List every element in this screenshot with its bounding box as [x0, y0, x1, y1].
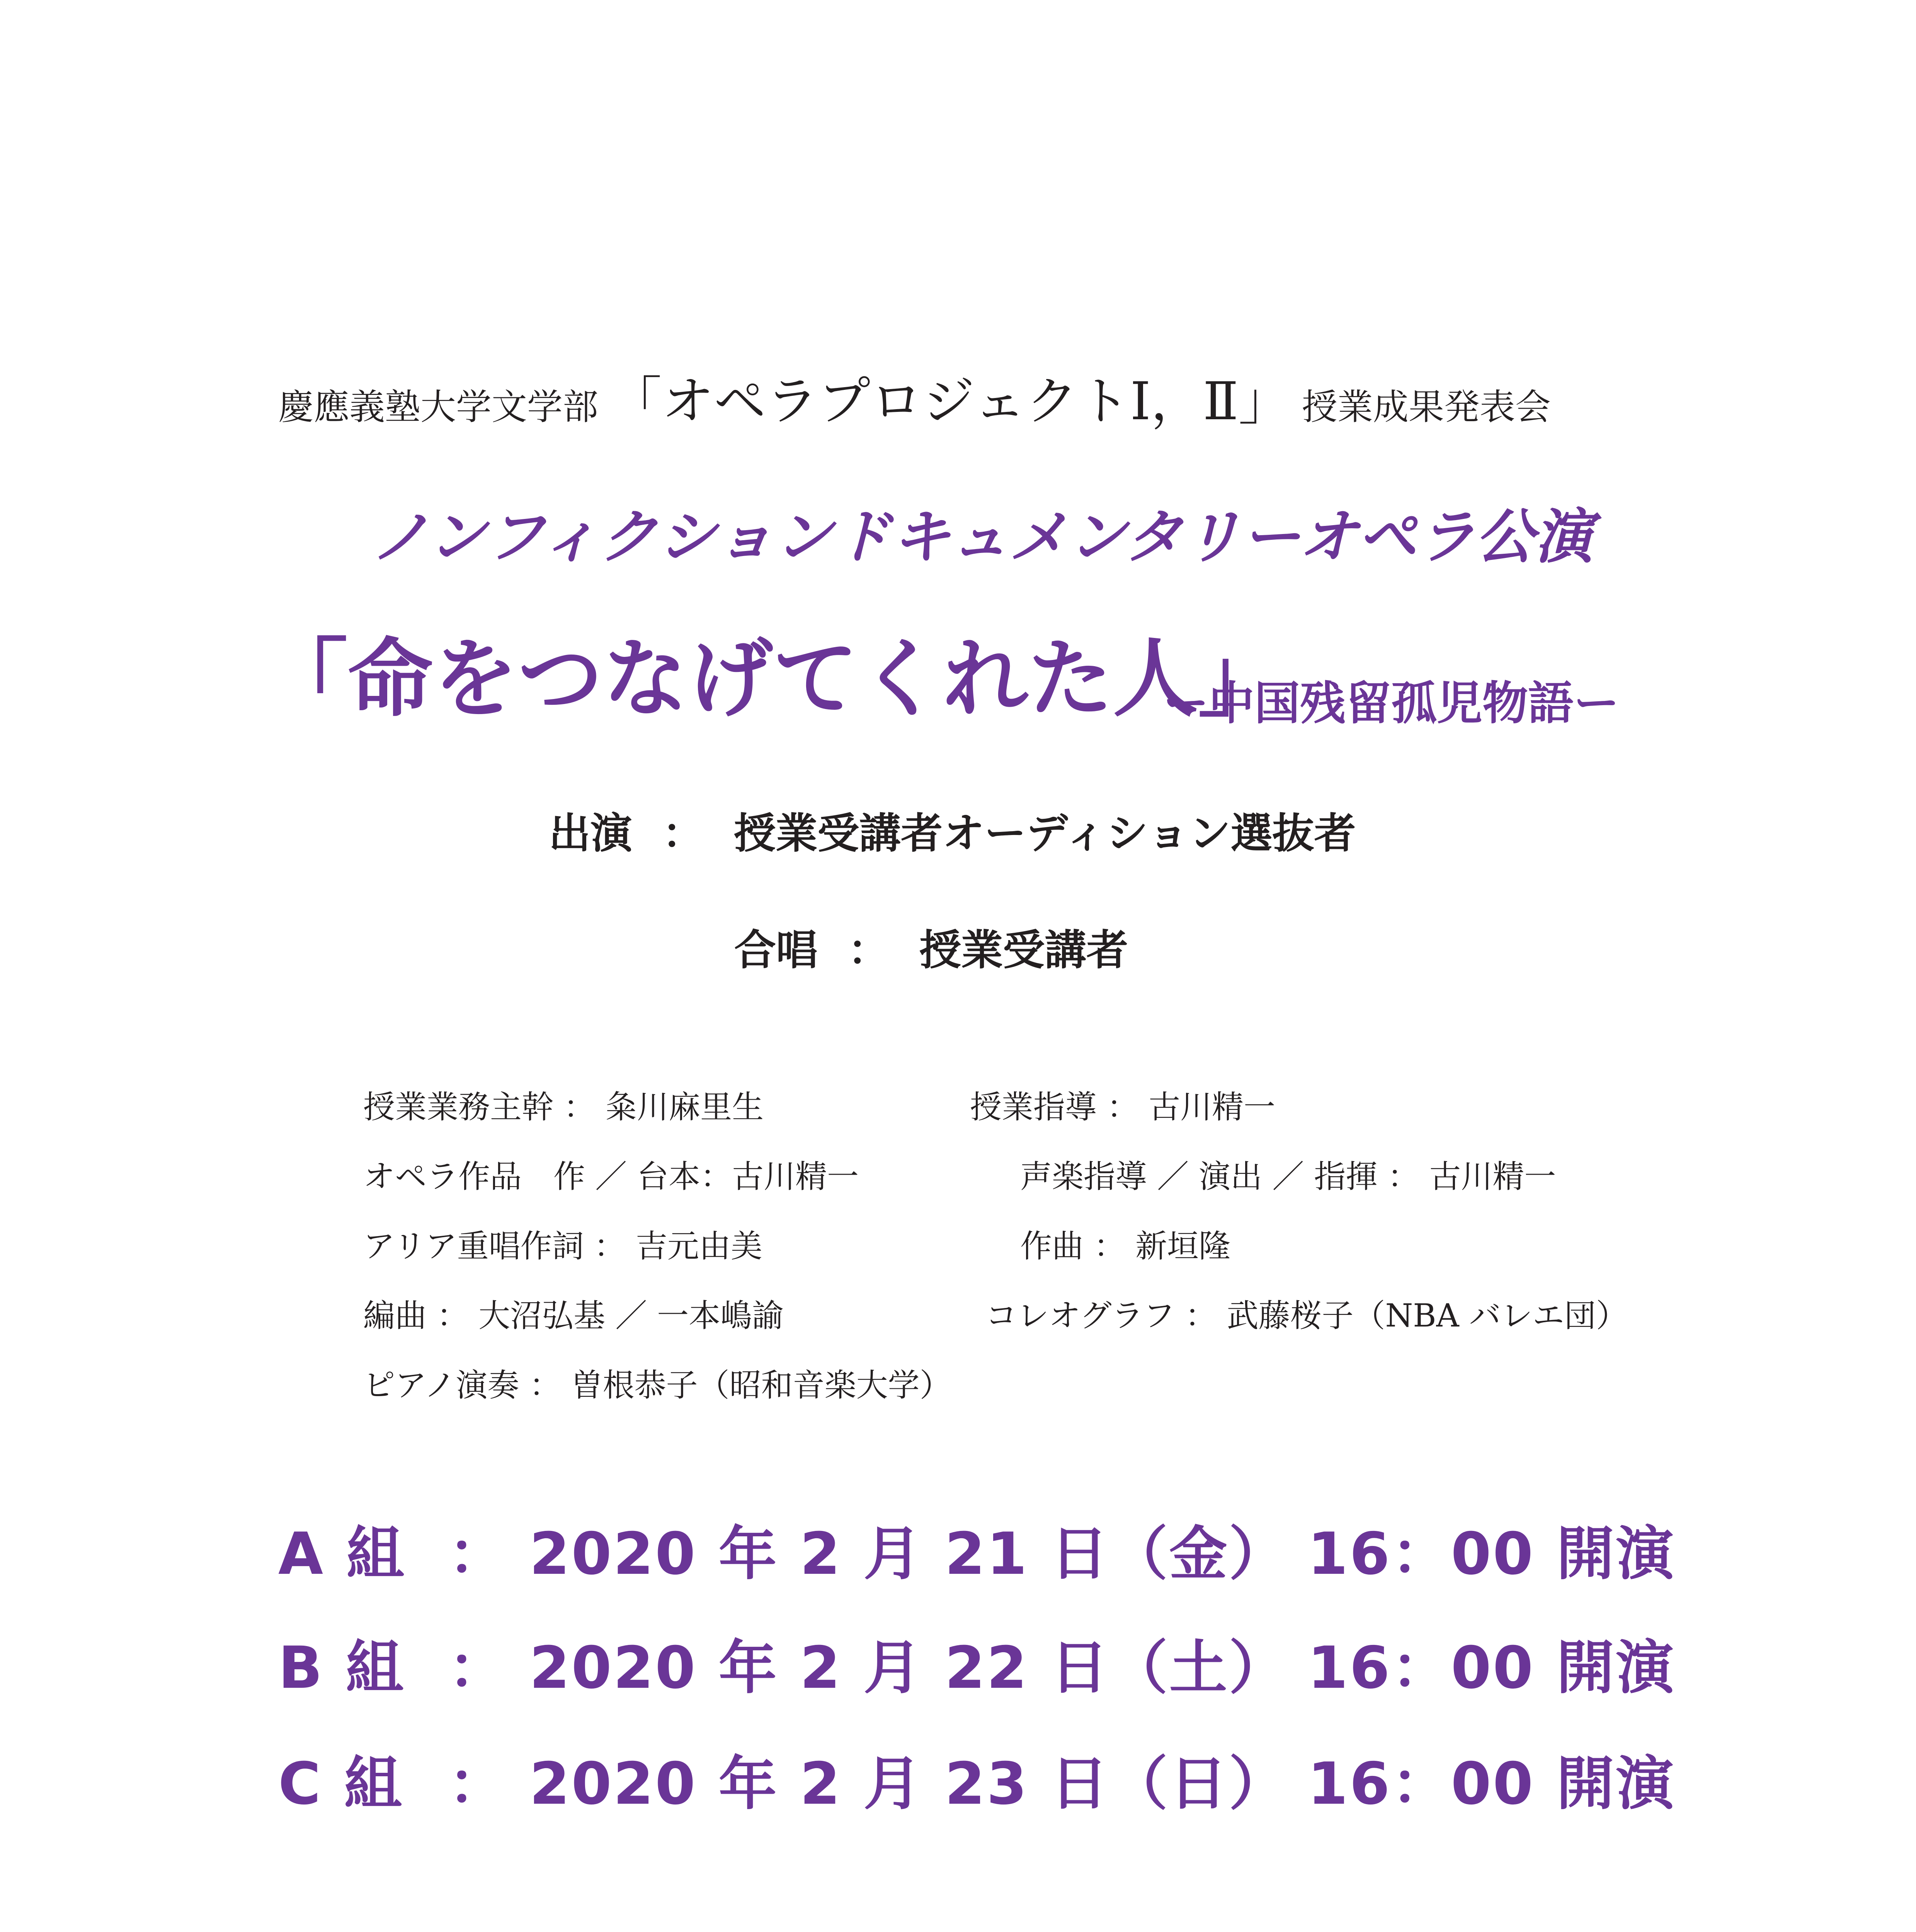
chorus-label: 合唱 — [734, 926, 818, 975]
schedule-time: 16：00 開演 — [1307, 1520, 1676, 1588]
cast-label: 出演 — [549, 810, 633, 858]
schedule-row — [278, 1507, 1675, 1590]
header-line — [278, 359, 1551, 434]
subtitle: ー中国残留孤児物語ー — [1163, 676, 1620, 730]
genre-title: ノンフィクションドキュメンタリーオペラ公演 — [371, 503, 1593, 571]
schedule-date: 2020 年 2 月 22 日（土） — [529, 1634, 1288, 1702]
schedule-separator: ： — [448, 1634, 508, 1702]
schedule-time: 16：00 開演 — [1307, 1750, 1676, 1818]
chorus-separator: ： — [847, 926, 890, 975]
header-project-title: 「オペラプロジェクトⅠ，Ⅱ」 — [609, 371, 1291, 432]
credit-supervisor: 授業業務主幹 ： 粂川麻里生 — [363, 1089, 764, 1126]
credit-lyrics: アリア重唱作詞 ： 吉元由美 — [363, 1228, 762, 1265]
credit-libretto: オペラ作品 作 ／ 台本：古川精一 — [363, 1158, 859, 1195]
credit-piano: ピアノ演奏 ： 曽根恭子（昭和音楽大学） — [363, 1367, 951, 1404]
schedule-row — [278, 1737, 1675, 1820]
credit-arrangement: 編曲 ： 大沼弘基 ／ 一本嶋諭 — [363, 1298, 784, 1334]
schedule-group: A 組 — [278, 1520, 406, 1588]
credit-direction: 声楽指導 ／ 演出 ／ 指揮 ： 古川精一 — [1020, 1158, 1556, 1195]
credit-instructor: 授業指導 ： 古川精一 — [970, 1089, 1276, 1126]
cast-line — [549, 800, 1356, 860]
schedule-group: B 組 — [278, 1634, 405, 1702]
main-title: 「命をつなげてくれた人」 — [263, 629, 1283, 728]
schedule-date: 2020 年 2 月 21 日（金） — [529, 1520, 1288, 1588]
header-department: 慶應義塾大学文学部 — [278, 386, 599, 428]
header-event: 授業成果発表会 — [1302, 386, 1551, 428]
cast-separator: ： — [662, 810, 704, 858]
credit-composer: 作曲 ： 新垣隆 — [1020, 1228, 1231, 1265]
cast-value: 授業受講者オーディション選抜者 — [734, 810, 1356, 858]
chorus-line — [734, 917, 1128, 976]
schedule-separator: ： — [448, 1520, 508, 1588]
schedule-separator: ： — [448, 1750, 508, 1818]
schedule-time: 16：00 開演 — [1307, 1634, 1676, 1702]
credit-choreography: コレオグラフ ： 武藤桜子（NBA バレエ団） — [985, 1298, 1628, 1334]
schedule-date: 2020 年 2 月 23 日（日） — [529, 1750, 1288, 1818]
schedule-group: C 組 — [278, 1750, 404, 1818]
schedule-row — [278, 1621, 1675, 1704]
chorus-value: 授業受講者 — [919, 926, 1128, 975]
